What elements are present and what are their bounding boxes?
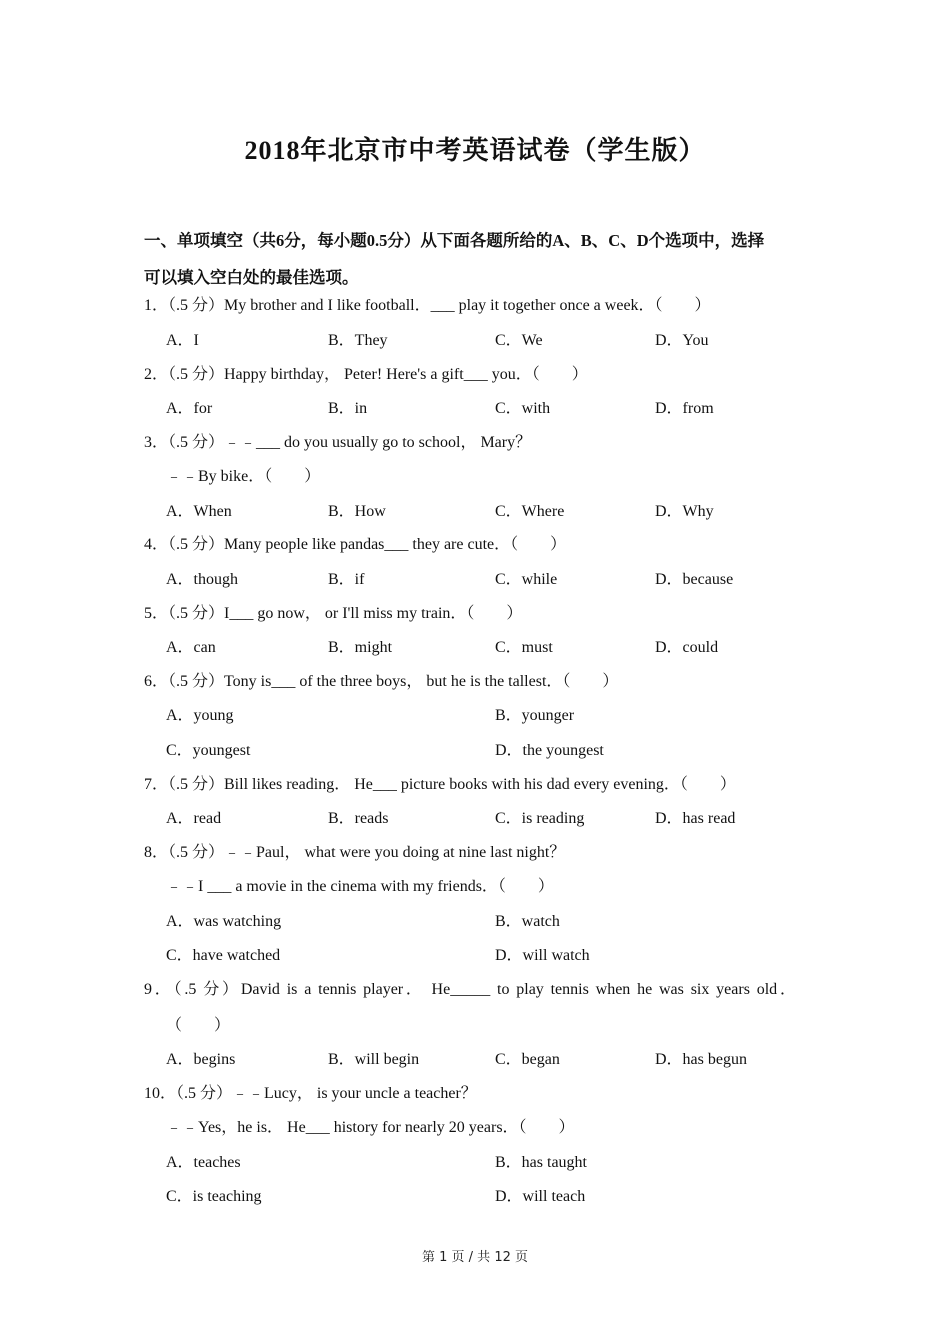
- question-2-option-a: A．for: [166, 400, 213, 417]
- question-10-option-d: D．will teach: [495, 1188, 586, 1205]
- question-1-option-b: B．They: [328, 332, 388, 349]
- question-6-option-d: D．the youngest: [495, 742, 604, 759]
- question-10-option-c: C．is teaching: [166, 1188, 262, 1205]
- question-6-option-b: B．younger: [495, 707, 575, 724]
- question-1-stem: 1．（.5 分）My brother and I like football．___ play it together once a week．（ ）: [144, 297, 711, 314]
- question-8-option-b: B．watch: [495, 913, 560, 930]
- question-5-option-d: D．could: [655, 639, 719, 656]
- question-9-stem: 9．（.5 分）David is a tennis player． He_____ to play tennis when he was six years old．: [144, 981, 796, 998]
- question-3-answer-line: ﹣﹣By bike．（ ）: [166, 468, 321, 485]
- question-10-answer-line: ﹣﹣Yes，he is． He___ history for nearly 20 years．（ ）: [166, 1119, 575, 1136]
- question-4-option-a: A．though: [166, 571, 239, 588]
- question-9-option-b: B．will begin: [328, 1051, 420, 1068]
- question-3-option-c: C．Where: [495, 503, 565, 520]
- question-3-option-d: D．Why: [655, 503, 714, 520]
- question-6-option-a: A．young: [166, 707, 234, 724]
- question-8-option-d: D．will watch: [495, 947, 590, 964]
- question-5-option-a: A．can: [166, 639, 216, 656]
- question-2-option-c: C．with: [495, 400, 551, 417]
- question-8-option-c: C．have watched: [166, 947, 281, 964]
- question-3-option-a: A．When: [166, 503, 232, 520]
- question-4-option-c: C．while: [495, 571, 558, 588]
- page-title: 2018年北京市中考英语试卷（学生版）: [244, 136, 706, 165]
- question-3-option-b: B．How: [328, 503, 386, 520]
- question-4-option-b: B．if: [328, 571, 365, 588]
- question-8-answer-line: ﹣﹣I ___ a movie in the cinema with my friends．（ ）: [166, 878, 554, 895]
- question-10-option-a: A．teaches: [166, 1154, 241, 1171]
- section-heading: [144, 222, 814, 296]
- question-3-stem: 3．（.5 分）﹣﹣___ do you usually go to school， Mary？: [144, 434, 532, 451]
- question-2-stem: 2．（.5 分）Happy birthday， Peter! Here's a gift___ you．（ ）: [144, 366, 588, 383]
- question-7-option-a: A．read: [166, 810, 222, 827]
- question-7-stem: 7．（.5 分）Bill likes reading． He___ picture books with his dad every evening．（ ）: [144, 776, 736, 793]
- question-2-option-b: B．in: [328, 400, 368, 417]
- question-1-option-c: C．We: [495, 332, 543, 349]
- question-6-option-c: C．youngest: [166, 742, 251, 759]
- question-5-option-b: B．might: [328, 639, 393, 656]
- section-heading-line-2: 可以填入空白处的最佳选项。: [144, 268, 359, 287]
- question-5-option-c: C．must: [495, 639, 553, 656]
- question-7-option-c: C．is reading: [495, 810, 585, 827]
- question-9-option-d: D．has begun: [655, 1051, 747, 1068]
- question-7-option-d: D．has read: [655, 810, 736, 827]
- question-5-stem: 5．（.5 分）I___ go now， or I'll miss my train．（ ）: [144, 605, 523, 622]
- question-4-option-d: D．because: [655, 571, 734, 588]
- question-8-stem: 8．（.5 分）﹣﹣Paul， what were you doing at nine last night？: [144, 844, 566, 861]
- question-10-option-b: B．has taught: [495, 1154, 587, 1171]
- question-2-option-d: D．from: [655, 400, 714, 417]
- question-4-stem: 4．（.5 分）Many people like pandas___ they are cute．（ ）: [144, 536, 567, 553]
- question-6-stem: 6．（.5 分）Tony is___ of the three boys， but he is the tallest．（ ）: [144, 673, 619, 690]
- question-9-answer-bracket: （ ）: [166, 1017, 231, 1034]
- page-footer: 第 1 页 / 共 12 页: [422, 1250, 528, 1265]
- question-9-option-a: A．begins: [166, 1051, 236, 1068]
- question-8-option-a: A．was watching: [166, 913, 282, 930]
- question-1-option-a: A．I: [166, 332, 199, 349]
- question-10-stem: 10．（.5 分）﹣﹣Lucy， is your uncle a teacher？: [144, 1085, 477, 1102]
- section-heading-line-1: 一、单项填空（共6分，每小题0.5分）从下面各题所给的A、B、C、D个选项中，选择: [144, 231, 765, 250]
- question-1-option-d: D．You: [655, 332, 709, 349]
- question-9-option-c: C．began: [495, 1051, 560, 1068]
- question-7-option-b: B．reads: [328, 810, 389, 827]
